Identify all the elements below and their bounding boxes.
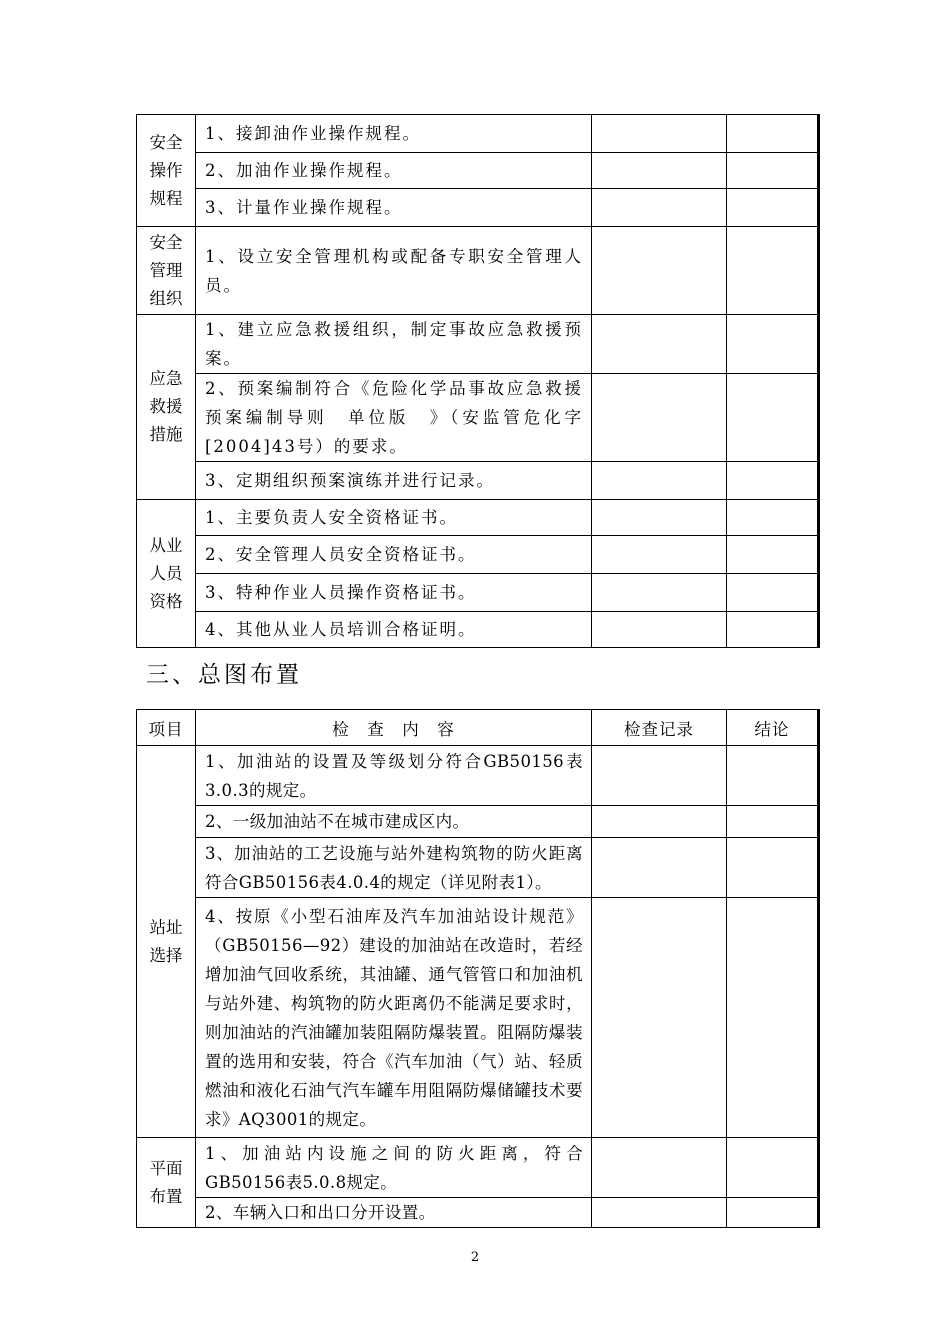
conclusion-cell[interactable] <box>727 574 819 612</box>
record-cell[interactable] <box>592 315 727 374</box>
conclusion-cell[interactable] <box>727 153 819 189</box>
category-cell: 安全 操作 规程 <box>137 115 196 227</box>
conclusion-cell[interactable] <box>727 1138 819 1198</box>
record-cell[interactable] <box>592 153 727 189</box>
site-layout-checklist-table <box>136 709 820 1228</box>
conclusion-cell[interactable] <box>727 315 819 374</box>
conclusion-cell[interactable] <box>727 898 819 1138</box>
table-row <box>137 746 819 806</box>
conclusion-cell[interactable] <box>727 189 819 227</box>
table-row <box>137 1198 819 1228</box>
page-number: 2 <box>470 1250 480 1265</box>
category-cell: 应急 救援 措施 <box>137 315 196 500</box>
table-row <box>137 574 819 612</box>
record-cell[interactable] <box>592 500 727 536</box>
category-cell: 从业 人员 资格 <box>137 500 196 648</box>
check-item: 3、定期组织预案演练并进行记录。 <box>196 462 592 500</box>
record-cell[interactable] <box>592 612 727 648</box>
conclusion-cell[interactable] <box>727 115 819 153</box>
conclusion-cell[interactable] <box>727 746 819 806</box>
check-item: 2、安全管理人员安全资格证书。 <box>196 536 592 574</box>
category-cell: 平面 布置 <box>137 1138 196 1228</box>
header-conclusion: 结论 <box>727 710 819 746</box>
check-item: 1、建立应急救援组织，制定事故应急救援预案。 <box>196 315 592 374</box>
record-cell[interactable] <box>592 838 727 898</box>
record-cell[interactable] <box>592 574 727 612</box>
category-cell: 站址 选择 <box>137 746 196 1138</box>
header-content: 检 查 内 容 <box>196 710 592 746</box>
record-cell[interactable] <box>592 806 727 838</box>
conclusion-cell[interactable] <box>727 1198 819 1228</box>
conclusion-cell[interactable] <box>727 462 819 500</box>
conclusion-cell[interactable] <box>727 374 819 462</box>
check-item: 3、加油站的工艺设施与站外建构筑物的防火距离符合GB50156表4.0.4的规定（详见附表1）。 <box>196 838 592 898</box>
table-row <box>137 838 819 898</box>
record-cell[interactable] <box>592 374 727 462</box>
table-row <box>137 806 819 838</box>
conclusion-cell[interactable] <box>727 838 819 898</box>
record-cell[interactable] <box>592 1138 727 1198</box>
check-item: 4、其他从业人员培训合格证明。 <box>196 612 592 648</box>
check-item: 2、预案编制符合《危险化学品事故应急救援预案编制导则 单位版 》（安监管危化字[2004]43号）的要求。 <box>196 374 592 462</box>
check-item: 1、主要负责人安全资格证书。 <box>196 500 592 536</box>
table-row <box>137 227 819 315</box>
table-row <box>137 536 819 574</box>
conclusion-cell[interactable] <box>727 536 819 574</box>
check-item: 1、接卸油作业操作规程。 <box>196 115 592 153</box>
header-item: 项目 <box>137 710 196 746</box>
table-row <box>137 500 819 536</box>
table-row <box>137 462 819 500</box>
record-cell[interactable] <box>592 462 727 500</box>
record-cell[interactable] <box>592 227 727 315</box>
record-cell[interactable] <box>592 898 727 1138</box>
table-header-row <box>137 710 819 746</box>
table-row <box>137 153 819 189</box>
check-item: 1、设立安全管理机构或配备专职安全管理人员。 <box>196 227 592 315</box>
table-row <box>137 1138 819 1198</box>
check-item: 2、车辆入口和出口分开设置。 <box>196 1198 592 1228</box>
safety-management-checklist-table <box>136 114 820 648</box>
conclusion-cell[interactable] <box>727 227 819 315</box>
check-item: 3、特种作业人员操作资格证书。 <box>196 574 592 612</box>
table-row <box>137 115 819 153</box>
record-cell[interactable] <box>592 1198 727 1228</box>
record-cell[interactable] <box>592 115 727 153</box>
record-cell[interactable] <box>592 746 727 806</box>
conclusion-cell[interactable] <box>727 806 819 838</box>
table-row <box>137 189 819 227</box>
record-cell[interactable] <box>592 536 727 574</box>
check-item: 3、计量作业操作规程。 <box>196 189 592 227</box>
check-item: 1、加油站的设置及等级划分符合GB50156表3.0.3的规定。 <box>196 746 592 806</box>
table-row <box>137 612 819 648</box>
table-row <box>137 315 819 374</box>
check-item: 2、一级加油站不在城市建成区内。 <box>196 806 592 838</box>
conclusion-cell[interactable] <box>727 612 819 648</box>
header-record: 检查记录 <box>592 710 727 746</box>
conclusion-cell[interactable] <box>727 500 819 536</box>
table-row <box>137 898 819 1138</box>
check-item: 2、加油作业操作规程。 <box>196 153 592 189</box>
category-cell: 安全 管理 组织 <box>137 227 196 315</box>
section-heading: 三、总图布置 <box>146 662 302 688</box>
table-row <box>137 374 819 462</box>
check-item: 1、加油站内设施之间的防火距离，符合GB50156表5.0.8规定。 <box>196 1138 592 1198</box>
record-cell[interactable] <box>592 189 727 227</box>
check-item: 4、按原《小型石油库及汽车加油站设计规范》（GB50156—92）建设的加油站在改造时，若经增加油气回收系统，其油罐、通气管管口和加油机与站外建、构筑物的防火距离仍不能满足要求时，则加油站的汽油罐加装阻隔防爆装置。阻隔防爆装置的选用和安装，符合《汽车加油（气）站、轻质燃油和液化石油气汽车罐车用阻隔防爆储罐技术要求》AQ3001的规定。 <box>196 898 592 1138</box>
